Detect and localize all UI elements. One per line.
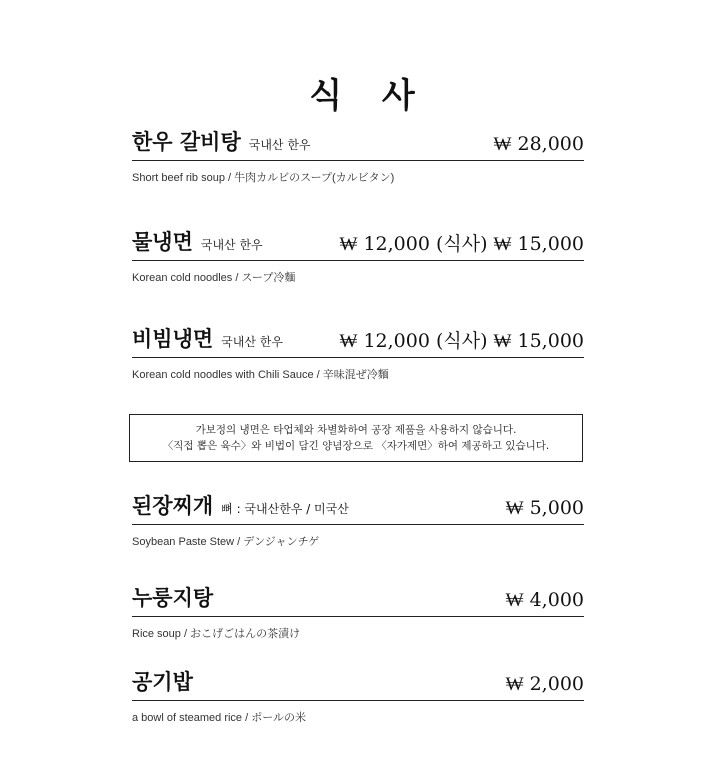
item-name: 된장찌개 xyxy=(132,494,214,518)
item-subtitle: Korean cold noodles with Chili Sauce / 辛味混ぜ冷麵 xyxy=(132,369,389,381)
item-subtitle: Soybean Paste Stew / デンジャンチゲ xyxy=(132,536,320,548)
item-price: ₩ 28,000 xyxy=(493,133,584,155)
item-name: 한우 갈비탕 xyxy=(132,130,241,154)
menu-item-mul-naengmyeon xyxy=(132,228,584,285)
item-name: 비빔냉면 xyxy=(132,327,214,351)
item-header xyxy=(132,584,584,617)
menu-item-gonggibap xyxy=(132,668,584,725)
item-name: 공기밥 xyxy=(132,670,193,694)
notice-line-2: 〈직접 뽑은 육수〉와 비법이 담긴 양념장으로 〈자가제면〉하여 제공하고 있습니다. xyxy=(162,440,550,452)
item-price: ₩ 4,000 xyxy=(505,589,584,611)
item-origin: 뼈 : 국내산한우 / 미국산 xyxy=(221,502,349,516)
item-header xyxy=(132,325,584,358)
menu-item-nurungji-tang xyxy=(132,584,584,641)
item-subtitle: Rice soup / おこげごはんの茶漬け xyxy=(132,628,301,640)
item-name: 물냉면 xyxy=(132,230,193,254)
item-price: ₩ 12,000 (식사) ₩ 15,000 xyxy=(339,330,584,352)
item-price: ₩ 2,000 xyxy=(505,673,584,695)
item-subtitle: Short beef rib soup / 牛肉カルビのスープ(カルビタン) xyxy=(132,172,395,184)
item-header xyxy=(132,128,584,161)
menu-item-galbitang xyxy=(132,128,584,185)
item-header xyxy=(132,492,584,525)
notice-line-1: 가보정의 냉면은 타업체와 차별화하여 공장 제품을 사용하지 않습니다. xyxy=(195,424,517,436)
item-price: ₩ 12,000 (식사) ₩ 15,000 xyxy=(339,233,584,255)
menu-item-doenjang-jjigae xyxy=(132,492,584,549)
item-origin: 국내산 한우 xyxy=(248,138,311,152)
page-title: 식 사 xyxy=(309,76,429,116)
item-origin: 국내산 한우 xyxy=(200,238,263,252)
item-subtitle: Korean cold noodles / スープ冷麵 xyxy=(132,272,296,284)
item-subtitle: a bowl of steamed rice / ポールの米 xyxy=(132,712,307,724)
notice-box xyxy=(129,414,583,462)
item-header xyxy=(132,228,584,261)
item-price: ₩ 5,000 xyxy=(505,497,584,519)
item-name: 누룽지탕 xyxy=(132,586,214,610)
item-header xyxy=(132,668,584,701)
menu-item-bibim-naengmyeon xyxy=(132,325,584,382)
item-origin: 국내산 한우 xyxy=(221,335,283,349)
